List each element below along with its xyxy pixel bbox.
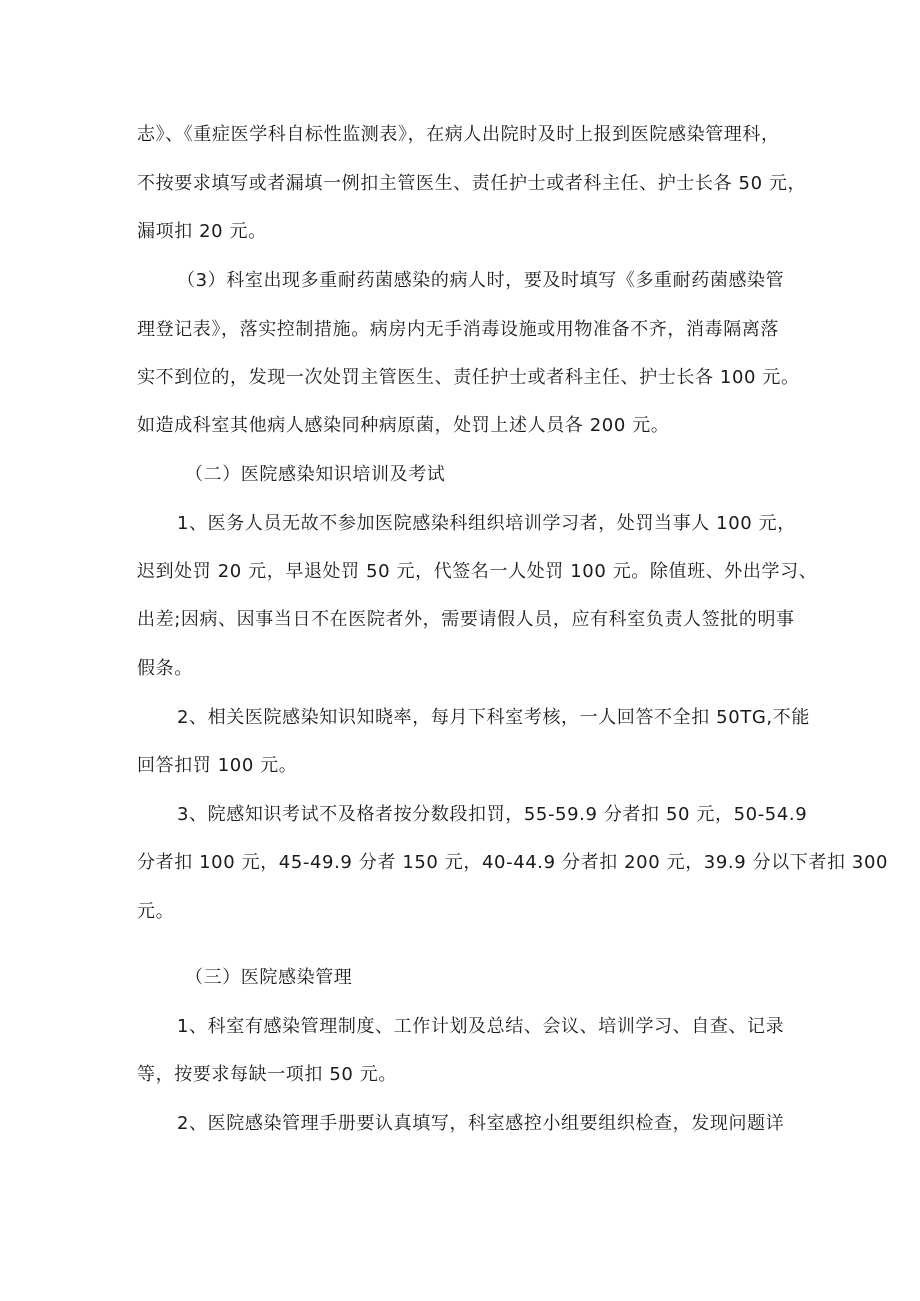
text-line: 漏项扣 20 元。 bbox=[137, 221, 267, 242]
text-line: 假条。 bbox=[137, 658, 193, 679]
text-line: 等，按要求每缺一项扣 50 元。 bbox=[137, 1064, 397, 1085]
text-line: 回答扣罚 100 元。 bbox=[137, 755, 298, 776]
text-line: 理登记表》，落实控制措施。病房内无手消毒设施或用物准备不齐，消毒隔离落 bbox=[137, 319, 779, 340]
text-line: 迟到处罚 20 元，早退处罚 50 元，代签名一人处罚 100 元。除值班、外出学习、 bbox=[137, 561, 818, 582]
section-heading: （三）医院感染管理 bbox=[185, 967, 353, 988]
text-line: 志》、《重症医学科自标性监测表》，在病人出院时及时上报到医院感染管理科， bbox=[137, 124, 780, 145]
text-line: 元。 bbox=[137, 901, 175, 922]
text-line: 2、相关医院感染知识知晓率，每月下科室考核，一人回答不全扣 50TG,不能 bbox=[177, 707, 810, 728]
text-line: 1、科室有感染管理制度、工作计划及总结、会议、培训学习、自查、记录 bbox=[177, 1016, 785, 1037]
text-line: （3）科室出现多重耐药菌感染的病人时，要及时填写《多重耐药菌感染管 bbox=[177, 270, 785, 291]
text-line: 2、医院感染管理手册要认真填写，科室感控小组要组织检查，发现问题详 bbox=[177, 1113, 785, 1134]
text-line: 出差;因病、因事当日不在医院者外，需要请假人员，应有科室负责人签批的明事 bbox=[137, 609, 795, 630]
text-line: 如造成科室其他病人感染同种病原菌，处罚上述人员各 200 元。 bbox=[137, 415, 670, 436]
section-heading: （二）医院感染知识培训及考试 bbox=[185, 464, 446, 485]
text-line: 分者扣 100 元，45-49.9 分者 150 元，40-44.9 分者扣 200 元，39.9 分以下者扣 300 bbox=[137, 852, 889, 873]
text-line: 不按要求填写或者漏填一例扣主管医生、责任护士或者科主任、护士长各 50 元， bbox=[137, 173, 807, 194]
text-line: 实不到位的，发现一次处罚主管医生、责任护士或者科主任、护士长各 100 元。 bbox=[137, 367, 800, 388]
text-line: 3、院感知识考试不及格者按分数段扣罚，55-59.9 分者扣 50 元，50-54.9 bbox=[177, 804, 808, 825]
text-line: 1、医务人员无故不参加医院感染科组织培训学习者，处罚当事人 100 元， bbox=[177, 513, 796, 534]
